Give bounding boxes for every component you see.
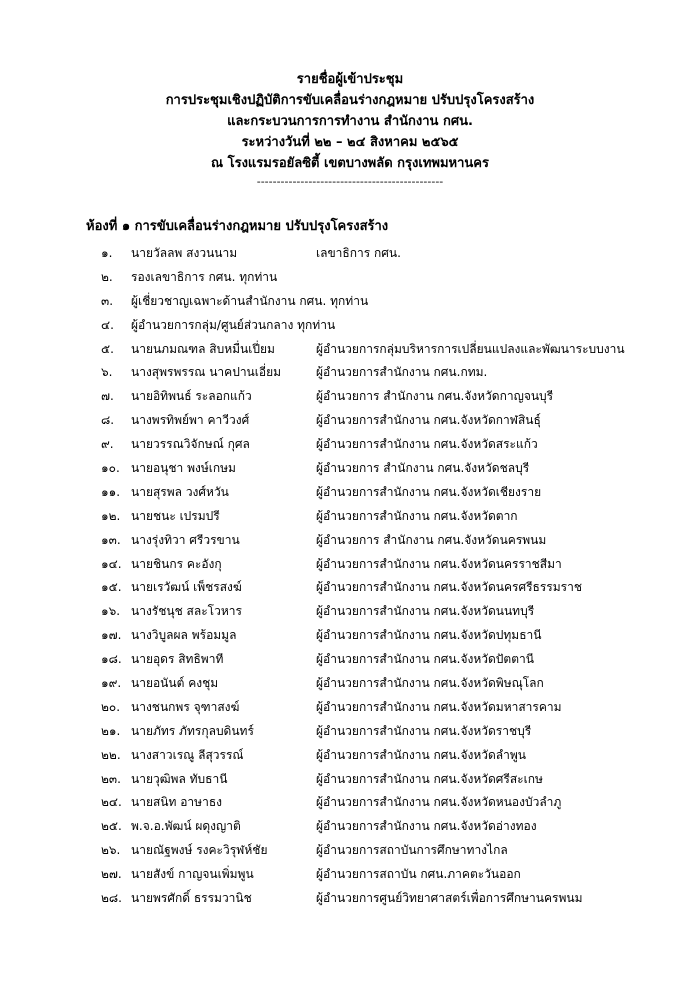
attendee-name: นายเรวัฒน์ เพ็ชรสงฆ์: [131, 580, 242, 595]
attendee-name: นายณัฐพงษ์ รงคะวิรุฬห์ชัย: [131, 843, 268, 858]
attendee-position: ผู้อำนวยการศูนย์วิทยาศาสตร์เพื่อการศึกษานครพนม: [316, 891, 583, 906]
list-item: [0, 769, 700, 793]
item-number: ๑๒.: [101, 508, 121, 523]
item-number: ๒๐.: [101, 699, 121, 714]
attendee-position: ผู้อำนวยการสำนักงาน กศน.กทม.: [316, 365, 488, 380]
attendee-name: นายนภมณฑล สิบหมื่นเปี่ยม: [131, 341, 275, 356]
attendee-position: ผู้อำนวยการสำนักงาน กศน.จังหวัดอ่างทอง: [316, 819, 537, 834]
header-title: รายชื่อผู้เข้าประชุม: [296, 72, 404, 87]
item-number: ๗.: [101, 389, 114, 404]
attendee-name: นายวัลลพ สงวนนาม: [131, 246, 238, 260]
attendee-name: นายสังข์ กาญจนเพิ่มพูน: [131, 867, 254, 882]
attendee-position: ผู้อำนวยการสำนักงาน กศน.จังหวัดปทุมธานี: [316, 628, 542, 643]
list-item: [0, 673, 700, 697]
attendee-name: นายอนุชา พงษ์เกษม: [131, 461, 236, 476]
attendee-name: นายอุดร สิทธิพาที: [131, 652, 224, 667]
attendee-name: นางพรทิพย์พา คาวีวงศ์: [131, 413, 250, 428]
list-item: [0, 816, 700, 840]
list-item: [0, 554, 700, 578]
attendee-name: นางรัชนุช สละโวหาร: [131, 604, 242, 619]
attendee-position: ผู้อำนวยการสำนักงาน กศน.จังหวัดหนองบัวลำภู: [316, 795, 562, 810]
header-divider: -----------------------------------------------: [256, 175, 444, 188]
attendee-position: ผู้อำนวยการสำนักงาน กศน.จังหวัดเชียงราย: [316, 484, 542, 499]
list-item: [0, 315, 700, 339]
header-meeting-subtitle: และกระบวนการการทำงาน สำนักงาน กศน.: [227, 114, 473, 129]
list-item: [0, 386, 700, 410]
attendee-name: นางสาวเรณู ลีสุวรรณ์: [131, 747, 244, 762]
item-number: ๑๔.: [101, 556, 122, 571]
attendee-name: ผู้อำนวยการกลุ่ม/ศูนย์ส่วนกลาง ทุกท่าน: [131, 317, 336, 332]
item-number: ๑๐.: [101, 461, 120, 476]
item-number: ๒๘.: [101, 891, 122, 906]
attendee-position: ผู้อำนวยการสำนักงาน กศน.จังหวัดมหาสารคาม: [316, 699, 562, 714]
header-venue: ณ โรงแรมรอยัลซิตี้ เขตบางพลัด กรุงเทพมหานคร: [211, 156, 489, 171]
item-number: ๑๗.: [101, 628, 122, 643]
attendee-position: ผู้อำนวยการ สำนักงาน กศน.จังหวัดกาญจนบุรี: [316, 389, 554, 404]
attendee-name: นายพรศักดิ์ ธรรมวานิช: [131, 891, 252, 906]
attendee-position: ผู้อำนวยการสถาบันการศึกษาทางไกล: [316, 843, 508, 858]
list-item: [0, 697, 700, 721]
item-number: ๑๓.: [101, 532, 121, 547]
attendee-name: นางวิบูลผล พร้อมมูล: [131, 628, 237, 643]
attendee-position: เลขาธิการ กศน.: [316, 246, 401, 260]
attendee-name: นายสนิท อาษาธง: [131, 795, 223, 810]
list-item: [0, 864, 700, 888]
list-item: [0, 482, 700, 506]
item-number: ๑๙.: [101, 676, 122, 691]
attendee-position: ผู้อำนวยการสำนักงาน กศน.จังหวัดปัตตานี: [316, 652, 534, 667]
item-number: ๒๖.: [101, 843, 121, 858]
attendee-name: นายอนันต์ คงชุม: [131, 676, 219, 691]
header-meeting-name: การประชุมเชิงปฏิบัติการขับเคลื่อนร่างกฎหมาย ปรับปรุงโครงสร้าง: [165, 93, 535, 108]
attendee-name: นางสุพรพรรณ นาคปานเอี่ยม: [131, 365, 282, 380]
attendee-list: [0, 243, 700, 912]
document-header: [0, 69, 700, 190]
attendee-position: ผู้อำนวยการสำนักงาน กศน.จังหวัดลำพูน: [316, 747, 526, 762]
item-number: ๓.: [101, 293, 114, 308]
attendee-name: พ.จ.อ.พัฒน์ ผดุงญาติ: [131, 819, 241, 834]
list-item: [0, 339, 700, 363]
item-number: ๙.: [101, 437, 114, 452]
attendee-position: ผู้อำนวยการสำนักงาน กศน.จังหวัดศรีสะเกษ: [316, 771, 543, 786]
attendee-position: ผู้อำนวยการสถาบัน กศน.ภาคตะวันออก: [316, 867, 521, 882]
list-item: [0, 625, 700, 649]
attendee-name: นายชนะ เปรมปรี: [131, 508, 220, 523]
attendee-position: ผู้อำนวยการสำนักงาน กศน.จังหวัดพิษณุโลก: [316, 676, 544, 691]
attendee-name: นายภัทร ภัทรกุลบดินทร์: [131, 723, 254, 738]
attendee-position: ผู้อำนวยการสำนักงาน กศน.จังหวัดนครราชสีมา: [316, 556, 562, 571]
item-number: ๑๘.: [101, 652, 122, 667]
list-item: [0, 721, 700, 745]
list-item: [0, 243, 700, 267]
attendee-position: ผู้อำนวยการสำนักงาน กศน.จังหวัดนนทบุรี: [316, 604, 535, 619]
attendee-position: ผู้อำนวยการ สำนักงาน กศน.จังหวัดชลบุรี: [316, 461, 530, 476]
list-item: [0, 267, 700, 291]
list-item: [0, 362, 700, 386]
item-number: ๑๖.: [101, 604, 121, 619]
attendee-position: ผู้อำนวยการสำนักงาน กศน.จังหวัดราชบุรี: [316, 723, 532, 738]
attendee-position: ผู้อำนวยการสำนักงาน กศน.จังหวัดกาฬสินธุ์: [316, 413, 541, 428]
list-item: [0, 840, 700, 864]
attendee-name: นายสุรพล วงศ์หวัน: [131, 484, 229, 499]
attendee-position: ผู้อำนวยการสำนักงาน กศน.จังหวัดตาก: [316, 508, 518, 523]
list-item: [0, 888, 700, 912]
attendee-name: ผู้เชี่ยวชาญเฉพาะด้านสำนักงาน กศน. ทุกท่าน: [131, 293, 369, 308]
item-number: ๕.: [101, 341, 114, 356]
list-item: [0, 530, 700, 554]
attendee-name: นายวุฒิพล ทับธานี: [131, 771, 228, 786]
attendee-name: นายชินกร คะอังกุ: [131, 556, 222, 571]
item-number: ๑๕.: [101, 580, 122, 595]
item-number: ๑๑.: [101, 484, 121, 499]
list-item: [0, 410, 700, 434]
attendee-name: นายวรรณวิจักษณ์ กุศล: [131, 437, 250, 452]
item-number: ๖.: [101, 365, 113, 380]
list-item: [0, 458, 700, 482]
list-item: [0, 291, 700, 315]
list-item: [0, 792, 700, 816]
attendee-position: ผู้อำนวยการสำนักงาน กศน.จังหวัดนครศรีธรรมราช: [316, 580, 582, 595]
attendee-name: รองเลขาธิการ กศน. ทุกท่าน: [131, 269, 278, 284]
item-number: ๑.: [101, 246, 113, 260]
list-item: [0, 577, 700, 601]
list-item: [0, 601, 700, 625]
section-title: ห้องที่ ๑ การขับเคลื่อนร่างกฎหมาย ปรับปรุงโครงสร้าง: [86, 219, 389, 234]
item-number: ๒๕.: [101, 819, 122, 834]
list-item: [0, 434, 700, 458]
item-number: ๒๓.: [101, 771, 121, 786]
attendee-position: ผู้อำนวยการ สำนักงาน กศน.จังหวัดนครพนม: [316, 532, 547, 547]
item-number: ๒๒.: [101, 747, 121, 762]
attendee-name: นางชนกพร จุฑาสงฆ์: [131, 699, 240, 714]
item-number: ๒.: [101, 269, 113, 284]
item-number: ๒๗.: [101, 867, 122, 882]
list-item: [0, 649, 700, 673]
attendee-position: ผู้อำนวยการสำนักงาน กศน.จังหวัดสระแก้ว: [316, 437, 538, 452]
item-number: ๘.: [101, 413, 115, 428]
attendee-name: นายอิทิพนธ์ ระลอกแก้ว: [131, 389, 252, 404]
attendee-name: นางรุ่งทิวา ศรีวรขาน: [131, 532, 240, 547]
list-item: [0, 506, 700, 530]
header-date: ระหว่างวันที่ ๒๒ – ๒๔ สิงหาคม ๒๕๖๕: [241, 135, 459, 150]
item-number: ๒๔.: [101, 795, 122, 810]
item-number: ๔.: [101, 317, 114, 332]
item-number: ๒๑.: [101, 723, 121, 738]
list-item: [0, 745, 700, 769]
attendee-position: ผู้อำนวยการกลุ่มบริหารการเปลี่ยนแปลงและพัฒนาระบบงาน: [316, 341, 625, 356]
